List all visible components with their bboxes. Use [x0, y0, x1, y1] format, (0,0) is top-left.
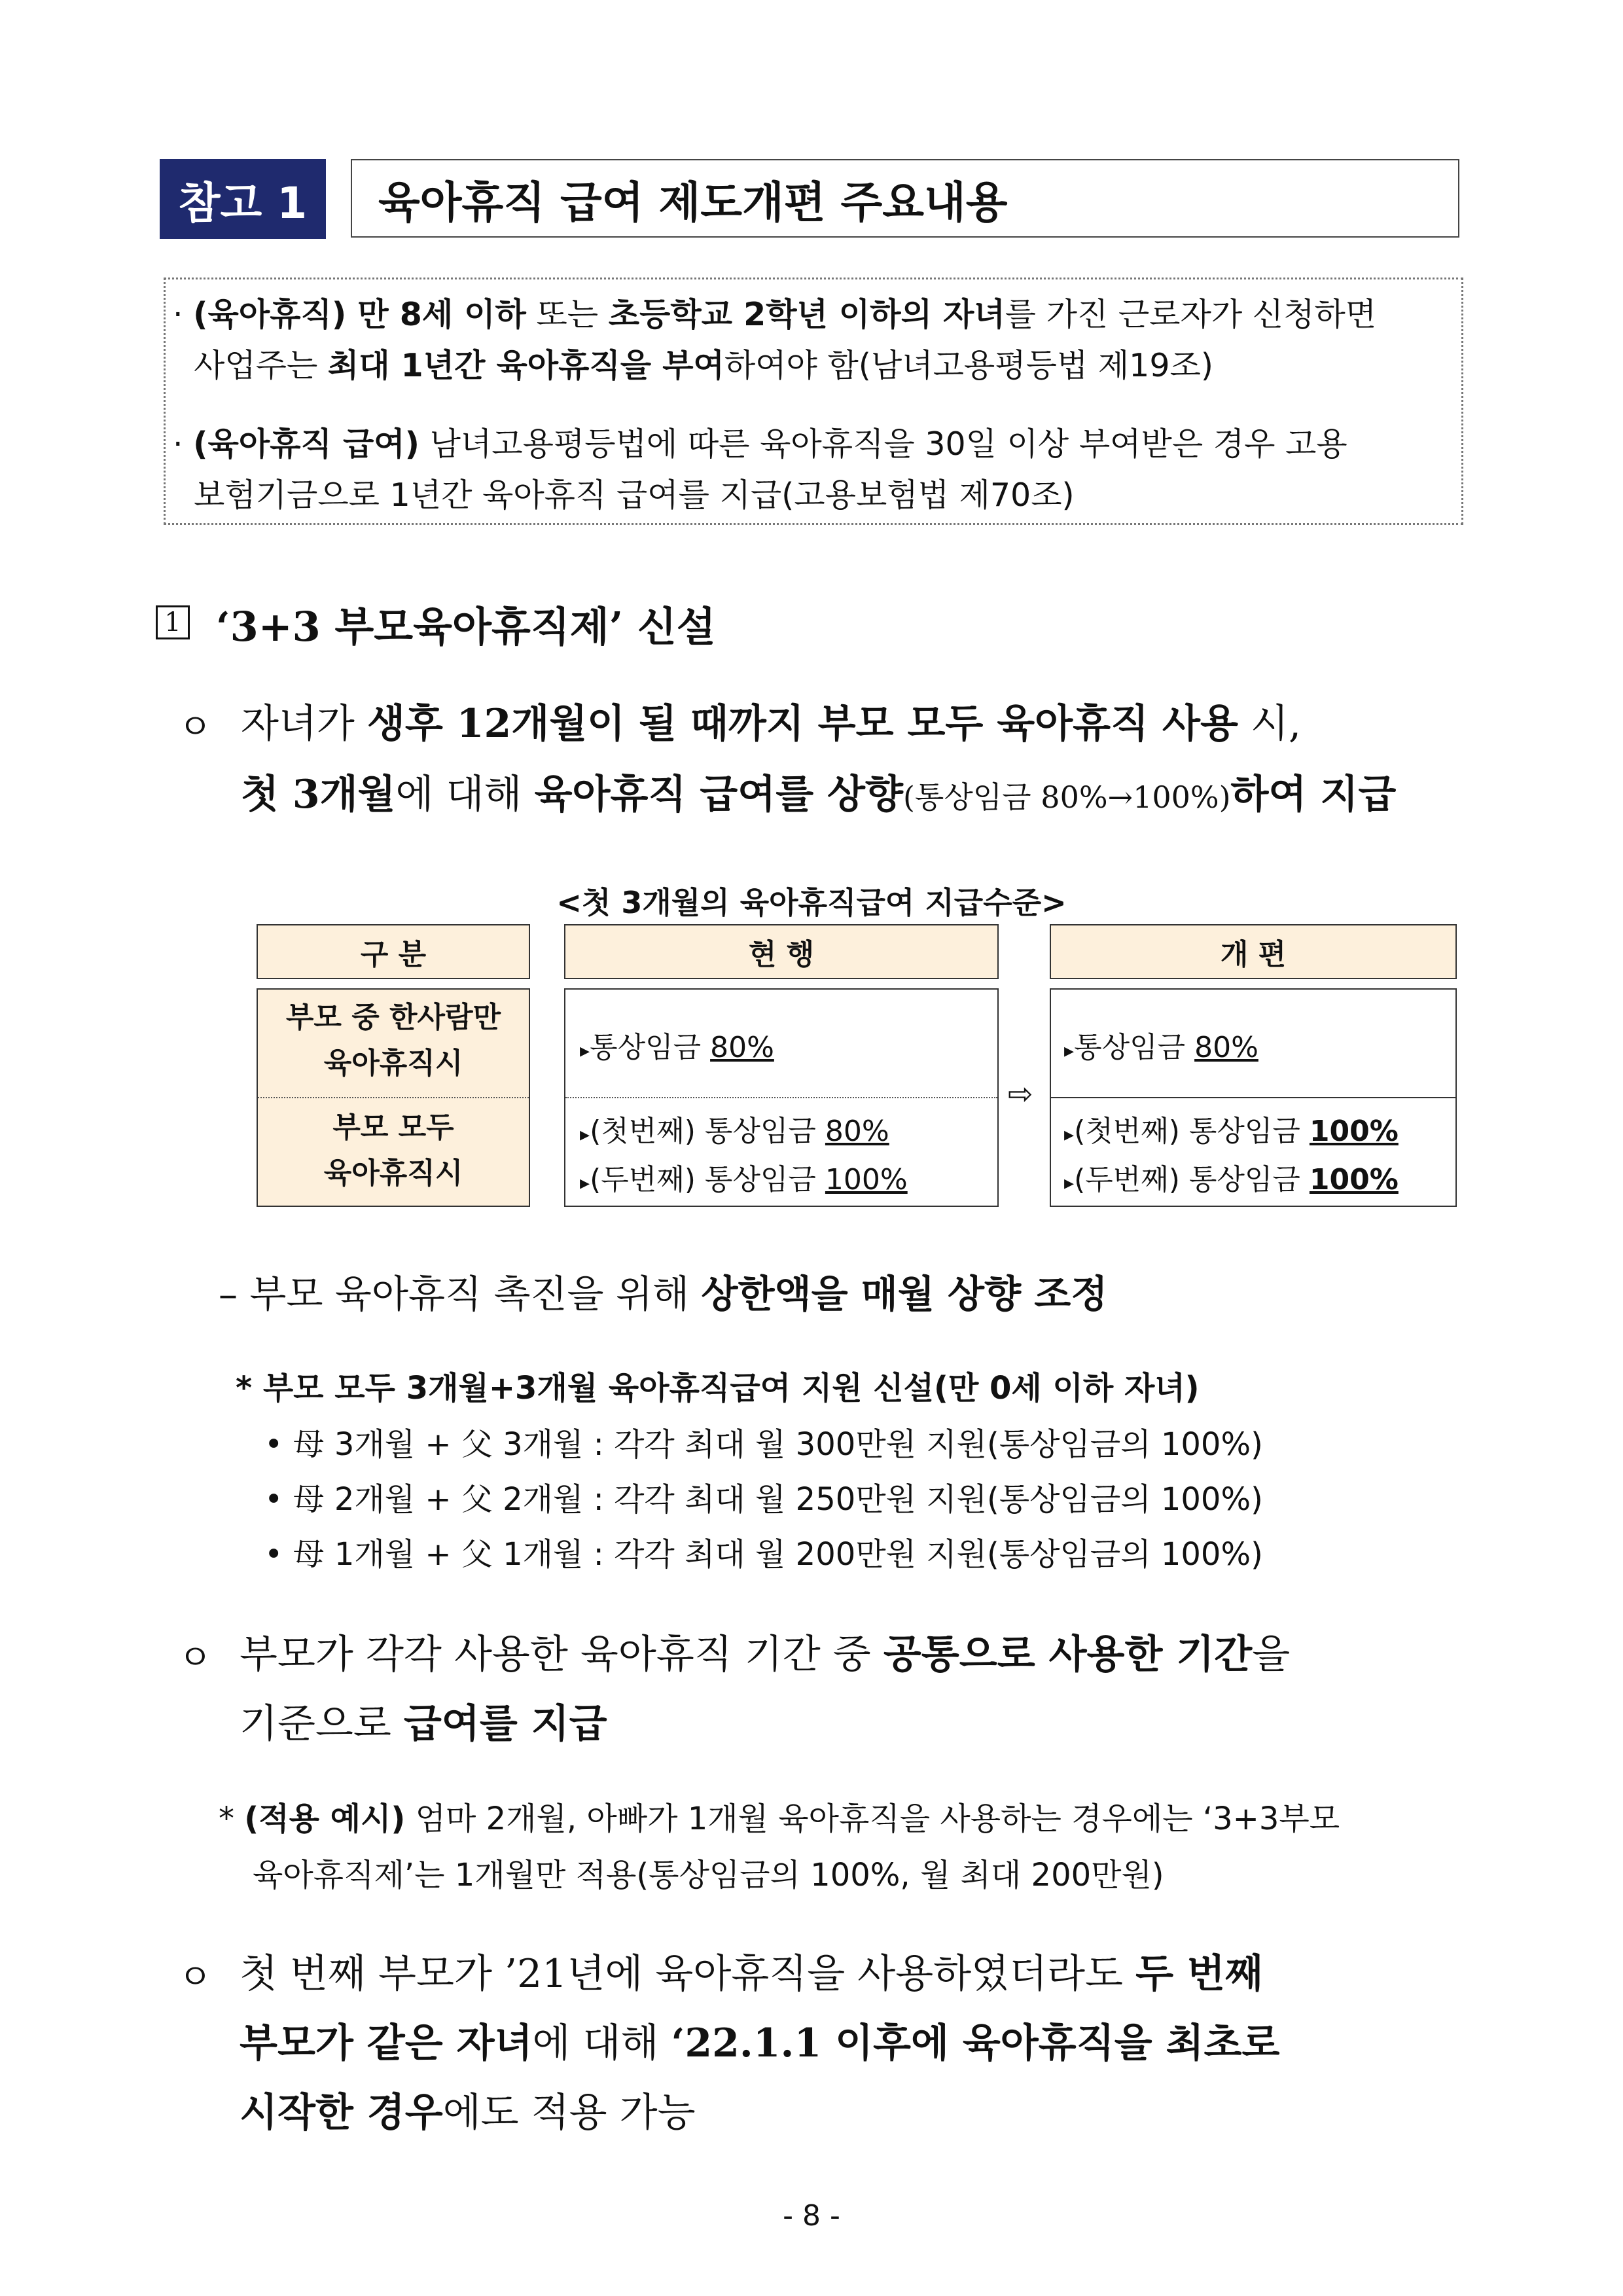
row-label-text: 육아휴직시 [323, 1047, 463, 1080]
para2-line-1 [240, 1623, 1290, 1679]
summary-item-2-line-2: 보험기금으로 1년간 육아휴직 급여를 지급(고용보험법 제70조) [194, 476, 1075, 514]
para-text: ‘22.1.1 이후에 육아휴직을 최초로 [671, 2020, 1280, 2066]
row-divider [1051, 1097, 1455, 1098]
marker-icon: ▸ [580, 1123, 590, 1146]
circle-bullet: ㅇ [178, 706, 213, 747]
para-text: 첫 번째 부모가 ’21년에 육아휴직을 사용하였더라도 [240, 1951, 1136, 1997]
dash-text: 상한액을 매월 상향 조정 [701, 1272, 1108, 1316]
para1-line-1 [241, 692, 1301, 749]
para-text: 에도 적용 가능 [442, 2090, 696, 2136]
para-text: 기준으로 [240, 1701, 404, 1747]
para3-line-1 [240, 1943, 1263, 1999]
table-header-current: 현 행 [564, 924, 999, 979]
marker-icon: ▸ [1064, 1039, 1075, 1062]
reform-row2-second [1064, 1156, 1399, 1198]
current-row2-first [580, 1107, 889, 1149]
para1-line-2 [241, 763, 1396, 819]
summary-text: (육아휴직 급여) [193, 425, 420, 463]
cell-text: 100% [1309, 1115, 1399, 1148]
current-row1-value [580, 1024, 774, 1066]
star-note-item [264, 1474, 1263, 1519]
row-label-both-parents [257, 1105, 530, 1196]
para-text: 급여를 지급 [403, 1701, 607, 1747]
reference-badge: 참고 1 [160, 159, 326, 239]
page-title: 육아휴직 급여 제도개편 주요내용 [351, 159, 1459, 238]
row-label-text: 부모 중 한사람만 [285, 1001, 501, 1034]
bullet-dot: · [173, 425, 183, 463]
summary-item-1-line-1 [173, 289, 1376, 335]
para-text: 부모가 각각 사용한 육아휴직 기간 중 [240, 1632, 883, 1677]
summary-text: 남녀고용평등법에 따른 육아휴직을 30일 이상 부여받은 경우 고용 [419, 425, 1347, 463]
bullet-dot: · [173, 296, 183, 333]
note-text: 母 3개월 + 父 3개월 : 각각 최대 월 300만원 지원(통상임금의 100%) [293, 1426, 1263, 1463]
cell-text: 80% [1194, 1031, 1258, 1064]
current-row2-second [580, 1156, 908, 1198]
cell-text: 100% [1309, 1163, 1399, 1196]
para-text: 시, [1238, 701, 1302, 747]
cell-text: (첫번째) 통상임금 [1074, 1115, 1310, 1148]
section-number-box: 1 [156, 605, 190, 639]
para-text: 시작한 경우 [240, 2090, 443, 2136]
para2-line-2 [240, 1693, 607, 1749]
summary-text: 하여야 함(남녀고용평등법 제19조) [724, 347, 1213, 384]
cell-text: 통상임금 [590, 1031, 711, 1064]
para-text: 자녀가 [241, 701, 367, 747]
table-header-category: 구 분 [257, 924, 530, 979]
table-caption: <첫 3개월의 육아휴직급여 지급수준> [556, 885, 1067, 920]
summary-item-2-line-1 [173, 419, 1347, 465]
note-text: 母 2개월 + 父 2개월 : 각각 최대 월 250만원 지원(통상임금의 100%) [293, 1481, 1263, 1518]
circle-bullet: ㅇ [178, 1956, 213, 1998]
bullet-dot: • [264, 1426, 283, 1463]
para-text: 첫 3개월 [241, 772, 396, 817]
star-note-title: * 부모 모두 3개월+3개월 육아휴직급여 지원 신설(만 0세 이하 자녀) [236, 1370, 1200, 1407]
marker-icon: ▸ [580, 1039, 590, 1062]
summary-text: (육아휴직) 만 8세 이하 [193, 296, 526, 333]
arrow-right-icon: ⇨ [1008, 1076, 1033, 1111]
para-text: 에 대해 [532, 2020, 671, 2066]
bullet-dot: • [264, 1481, 283, 1518]
row-divider [258, 1097, 529, 1098]
cell-text: 80% [710, 1031, 774, 1064]
star-note-item [264, 1529, 1263, 1574]
row-label-one-parent [257, 995, 530, 1086]
cell-text: (두번째) 통상임금 [590, 1163, 825, 1196]
reform-row2-first [1064, 1107, 1399, 1149]
cell-text: (첫번째) 통상임금 [590, 1115, 825, 1148]
row-label-text: 육아휴직시 [323, 1157, 463, 1190]
para3-line-3 [240, 2081, 696, 2138]
summary-text: 사업주는 [194, 347, 328, 384]
table-header-reform: 개 편 [1050, 924, 1457, 979]
dash-text: – 부모 육아휴직 촉진을 위해 [219, 1272, 702, 1316]
note-text: * [219, 1801, 245, 1837]
summary-text: 를 가진 근로자가 신청하면 [1005, 296, 1377, 333]
page-number: - 8 - [783, 2199, 840, 2233]
example-line-1 [219, 1793, 1340, 1839]
dash-line [219, 1263, 1107, 1318]
summary-text: 초등학교 2학년 이하의 자녀 [608, 296, 1005, 333]
summary-item-1-line-2 [194, 340, 1213, 386]
example-line-2: 육아휴직제’는 1개월만 적용(통상임금의 100%, 월 최대 200만원) [253, 1857, 1164, 1893]
para-text: 하여 지급 [1230, 772, 1397, 817]
cell-text: (두번째) 통상임금 [1074, 1163, 1310, 1196]
marker-icon: ▸ [1064, 1123, 1075, 1146]
note-text: 엄마 2개월, 아빠가 1개월 육아휴직을 사용하는 경우에는 ‘3+3부모 [405, 1801, 1340, 1837]
section-title: ‘3+3 부모육아휴직제’ 신설 [216, 603, 716, 651]
note-text: (적용 예시) [244, 1801, 406, 1837]
marker-icon: ▸ [580, 1172, 590, 1194]
para-text: 부모가 같은 자녀 [240, 2020, 533, 2066]
marker-icon: ▸ [1064, 1172, 1075, 1194]
bullet-dot: • [264, 1536, 283, 1573]
star-note-item [264, 1419, 1263, 1464]
note-text: 母 1개월 + 父 1개월 : 각각 최대 월 200만원 지원(통상임금의 100%) [293, 1536, 1263, 1573]
para-text: 육아휴직 급여를 상향 [534, 772, 903, 817]
para-text: 에 대해 [395, 772, 535, 817]
row-divider [565, 1097, 997, 1098]
summary-text: 최대 1년간 육아휴직을 부여 [327, 347, 724, 384]
cell-text: 통상임금 [1074, 1031, 1195, 1064]
para-text: (통상임금 80%→100%) [902, 780, 1231, 815]
cell-text: 100% [825, 1163, 908, 1196]
para3-line-2 [240, 2012, 1279, 2068]
para-text: 생후 12개월이 될 때까지 부모 모두 육아휴직 사용 [366, 701, 1238, 747]
para-text: 공통으로 사용한 기간 [883, 1632, 1253, 1677]
row-label-text: 부모 모두 [332, 1111, 454, 1144]
reform-row1-value [1064, 1024, 1258, 1066]
para-text: 두 번째 [1135, 1951, 1263, 1997]
circle-bullet: ㅇ [178, 1637, 213, 1678]
cell-text: 80% [825, 1115, 889, 1148]
para-text: 을 [1252, 1632, 1291, 1677]
summary-text: 또는 [526, 296, 609, 333]
